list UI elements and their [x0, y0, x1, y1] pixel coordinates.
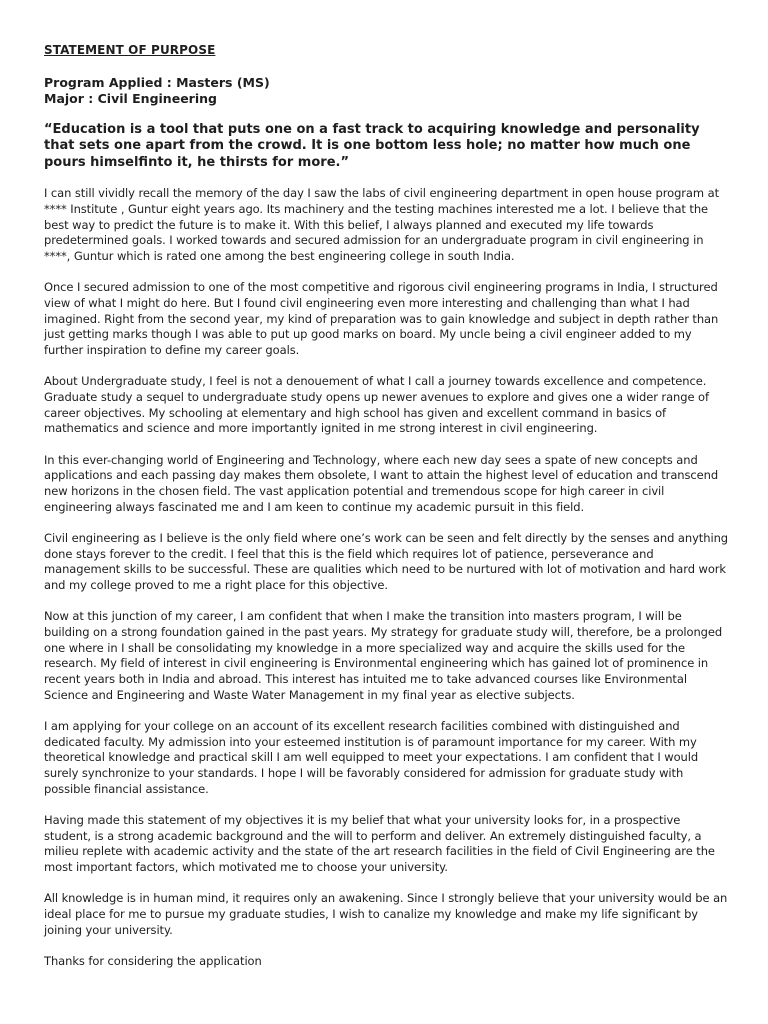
paragraph-1: I can still vividly recall the memory of the day I saw the labs of civil engineering department in open house program at **** Institute , Guntur eight years ago. Its machinery and the testing machines interested me a lot. I believe that the best way to predict the future is to make it. With this belief, I always planned and executed my life towards predetermined goals. I worked towards and secured admission for an undergraduate program in civil engineering in ****, Guntur which is rated one among the best engineering college in south India. — [44, 186, 719, 264]
document-page — [44, 42, 728, 985]
major: Major : Civil Engineering — [44, 91, 217, 106]
closing-line: Thanks for considering the application — [44, 953, 262, 968]
paragraph-8: Having made this statement of my objectives it is my belief that what your university looks for, in a prospective student, is a strong academic background and the will to perform and deliver. An extremely distinguished faculty, a milieu replete with academic activity and the state of the art research facilities in the field of Civil Engineering are the most important factors, which motivated me to choose your university. — [44, 812, 715, 875]
paragraph-2: Once I secured admission to one of the most competitive and rigorous civil engineering programs in India, I structured view of what I might do here. But I found civil engineering even more interesting and challenging than what I had imagined. Right from the second year, my kind of preparation was to gain knowledge and subject in depth rather than just getting marks though I was able to put up good marks on board. My uncle being a civil engineer added to my further inspiration to define my career goals. — [44, 280, 719, 358]
paragraph-3: About Undergraduate study, I feel is not a denouement of what I call a journey towards excellence and competence. Graduate study a sequel to undergraduate study opens up newer avenues to explore and gives one a wider range of career objectives. My schooling at elementary and high school has given and excellent command in basics of mathematics and science and more importantly ignited in me strong interest in civil engineering. — [44, 374, 709, 436]
program-applied: Program Applied : Masters (MS) — [44, 75, 270, 90]
paragraph-9: All knowledge is in human mind, it requires only an awakening. Since I strongly believe that your university would be an ideal place for me to pursue my graduate studies, I wish to canalize my knowledge and make my life significant by joining your university. — [44, 891, 728, 937]
opening-quote: “Education is a tool that puts one on a fast track to acquiring knowledge and personality that sets one apart from the crowd. It is one bottom less hole; no matter how much one pours himselfinto it, he thirsts for more.” — [44, 122, 700, 170]
paragraph-6: Now at this junction of my career, I am confident that when I make the transition into masters program, I will be building on a strong foundation gained in the past years. My strategy for graduate study will, therefore, be a prolonged one where in I shall be consolidating my knowledge in a more specialized way and acquire the skills used for the research. My field of interest in civil engineering is Environmental engineering which has gained lot of prominence in recent years both in India and abroad. This interest has intuited me to take advanced courses like Environmental Science and Engineering and Waste Water Management in my final year as elective subjects. — [44, 609, 723, 702]
paragraph-7: I am applying for your college on an account of its excellent research facilities combined with distinguished and dedicated faculty. My admission into your esteemed institution is of paramount importance for my career. With my theoretical knowledge and practical skill I am well equipped to meet your expectations. I am confident that I would surely synchronize to your standards. I hope I will be favorably considered for admission for graduate study with possible financial assistance. — [44, 718, 699, 796]
program-info — [44, 75, 728, 107]
paragraph-4: In this ever-changing world of Engineering and Technology, where each new day sees a spate of new concepts and applications and each passing day makes them obsolete, I want to attain the highest level of education and transcend new horizons in the chosen field. The vast application potential and tremendous scope for high career in civil engineering always fascinated me and I am keen to continue my academic pursuit in this field. — [44, 452, 719, 514]
paragraph-5: Civil engineering as I believe is the only field where one’s work can be seen and felt directly by the senses and anything done stays forever to the credit. I feel that this is the field which requires lot of patience, perseverance and management skills to be successful. These are qualities which need to be nurtured with lot of motivation and hard work and my college proved to me a right place for this objective. — [44, 530, 728, 592]
document-title: STATEMENT OF PURPOSE — [44, 43, 216, 57]
